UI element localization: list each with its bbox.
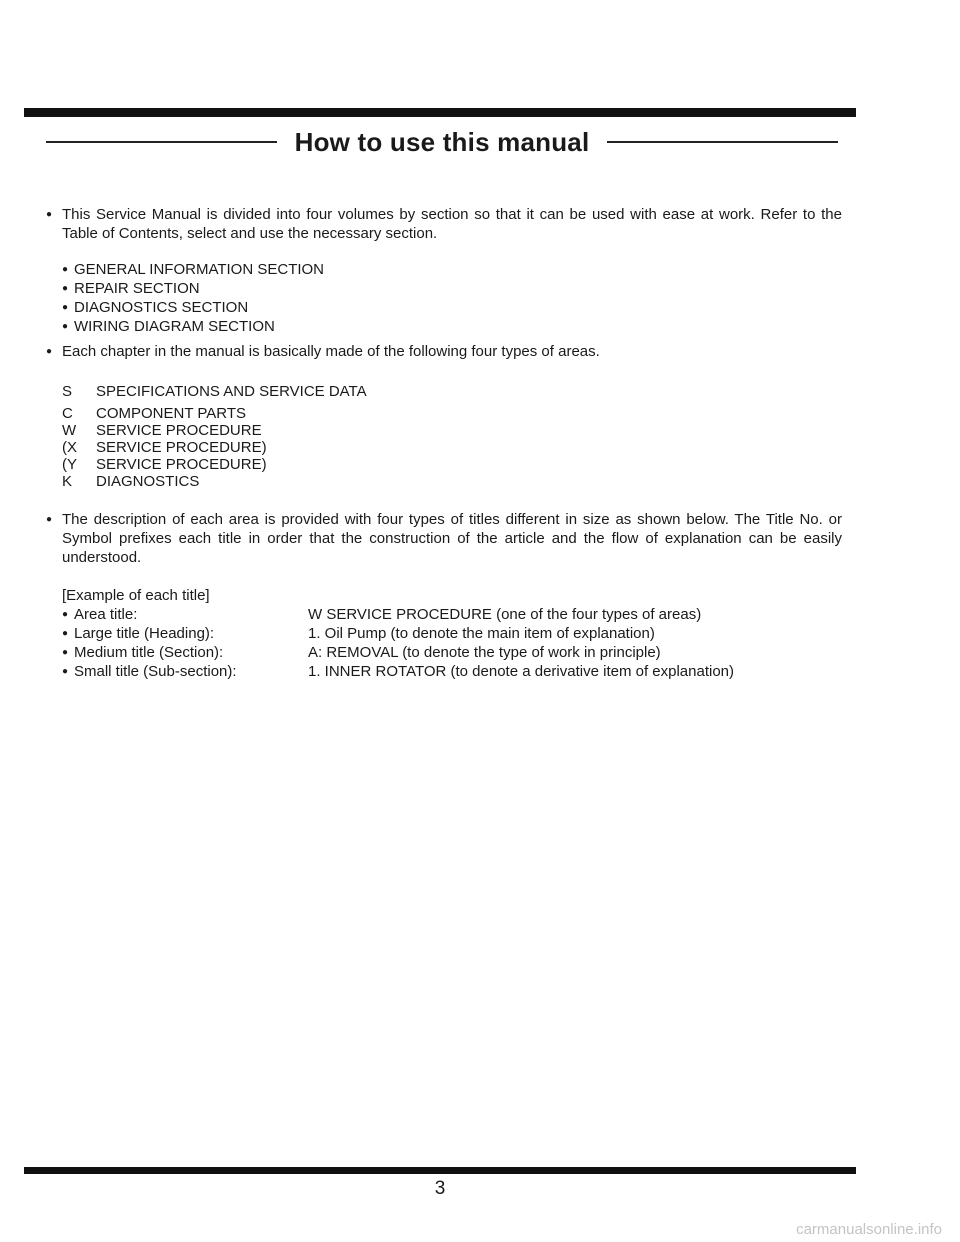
list-item: [46, 624, 842, 643]
area-code: S: [62, 383, 73, 400]
section-name: DIAGNOSTICS SECTION: [74, 299, 249, 316]
example-label: Small title (Sub-section):: [74, 663, 237, 680]
section-name: GENERAL INFORMATION SECTION: [74, 261, 325, 278]
example-value: A: REMOVAL (to denote the type of work in principle): [308, 644, 661, 661]
example-value: 1. INNER ROTATOR (to denote a derivative item of explanation): [308, 663, 735, 680]
list-item: [62, 298, 842, 317]
bullet-icon: ●: [62, 666, 69, 677]
bullet-icon: ●: [62, 264, 69, 275]
page-number: 3: [434, 1178, 446, 1199]
list-item: [46, 662, 842, 681]
bullet-icon: ●: [46, 209, 53, 220]
example-label: Area title:: [74, 606, 138, 623]
list-item: [62, 473, 842, 490]
list-item: [62, 317, 842, 336]
bullet-icon: ●: [62, 302, 69, 313]
list-item: [62, 260, 842, 279]
intro-paragraph: [46, 205, 842, 243]
area-name: DIAGNOSTICS: [96, 473, 200, 490]
bullet-icon: ●: [46, 514, 53, 525]
area-name: SERVICE PROCEDURE: [96, 422, 262, 439]
bullet-icon: ●: [62, 609, 69, 620]
example-label: Medium title (Section):: [74, 644, 224, 661]
page-title: How to use this manual: [294, 126, 590, 157]
bullet-icon: ●: [62, 647, 69, 658]
bullet-icon: ●: [62, 628, 69, 639]
list-item: [62, 456, 842, 473]
area-name: SERVICE PROCEDURE): [96, 456, 267, 473]
footer-rule-bar: [24, 1167, 856, 1174]
area-name: SPECIFICATIONS AND SERVICE DATA: [96, 383, 367, 400]
section-name: WIRING DIAGRAM SECTION: [74, 318, 275, 335]
bullet-icon: ●: [62, 321, 69, 332]
list-item: [62, 405, 842, 422]
example-value: 1. Oil Pump (to denote the main item of explanation): [308, 625, 655, 642]
bullet-icon: ●: [46, 346, 53, 357]
title-rule-right: [607, 141, 838, 143]
area-code: K: [62, 473, 73, 490]
title-rule-left: [46, 141, 277, 143]
chapter-text: Each chapter in the manual is basically made of the following four types of areas.: [62, 343, 600, 360]
manual-content: [46, 205, 842, 681]
bullet-icon: ●: [62, 283, 69, 294]
list-item: [62, 383, 842, 400]
list-item: [62, 279, 842, 298]
titles-text: The description of each area is provided with four types of titles different in size as shown below. The Title No. or Symbol prefixes each title in order that the construction of the article and the flow of explanation can be easily understood.: [62, 511, 842, 566]
titles-paragraph: [46, 510, 842, 567]
area-code: (Y: [62, 456, 77, 473]
list-item: [62, 422, 842, 439]
watermark-text: carmanualsonline.info: [796, 1221, 942, 1238]
example-list: [46, 605, 842, 681]
area-name: COMPONENT PARTS: [96, 405, 247, 422]
header-rule-bar: [24, 108, 856, 117]
title-row: [46, 124, 838, 160]
area-code: (X: [62, 439, 77, 456]
list-item: [46, 643, 842, 662]
chapter-paragraph: [46, 342, 842, 361]
intro-text: This Service Manual is divided into four volumes by section so that it can be used with ease at work. Refer to the Table of Contents, select and use the necessary section.: [62, 206, 842, 242]
area-name: SERVICE PROCEDURE): [96, 439, 267, 456]
example-heading: [Example of each title]: [62, 587, 210, 604]
area-list: [46, 383, 842, 490]
example-label: Large title (Heading):: [74, 625, 215, 642]
example-value: W SERVICE PROCEDURE (one of the four types of areas): [308, 606, 702, 623]
area-code: C: [62, 405, 73, 422]
section-name: REPAIR SECTION: [74, 280, 200, 297]
area-code: W: [62, 422, 77, 439]
list-item: [46, 605, 842, 624]
section-list: [46, 260, 842, 336]
list-item: [62, 439, 842, 456]
